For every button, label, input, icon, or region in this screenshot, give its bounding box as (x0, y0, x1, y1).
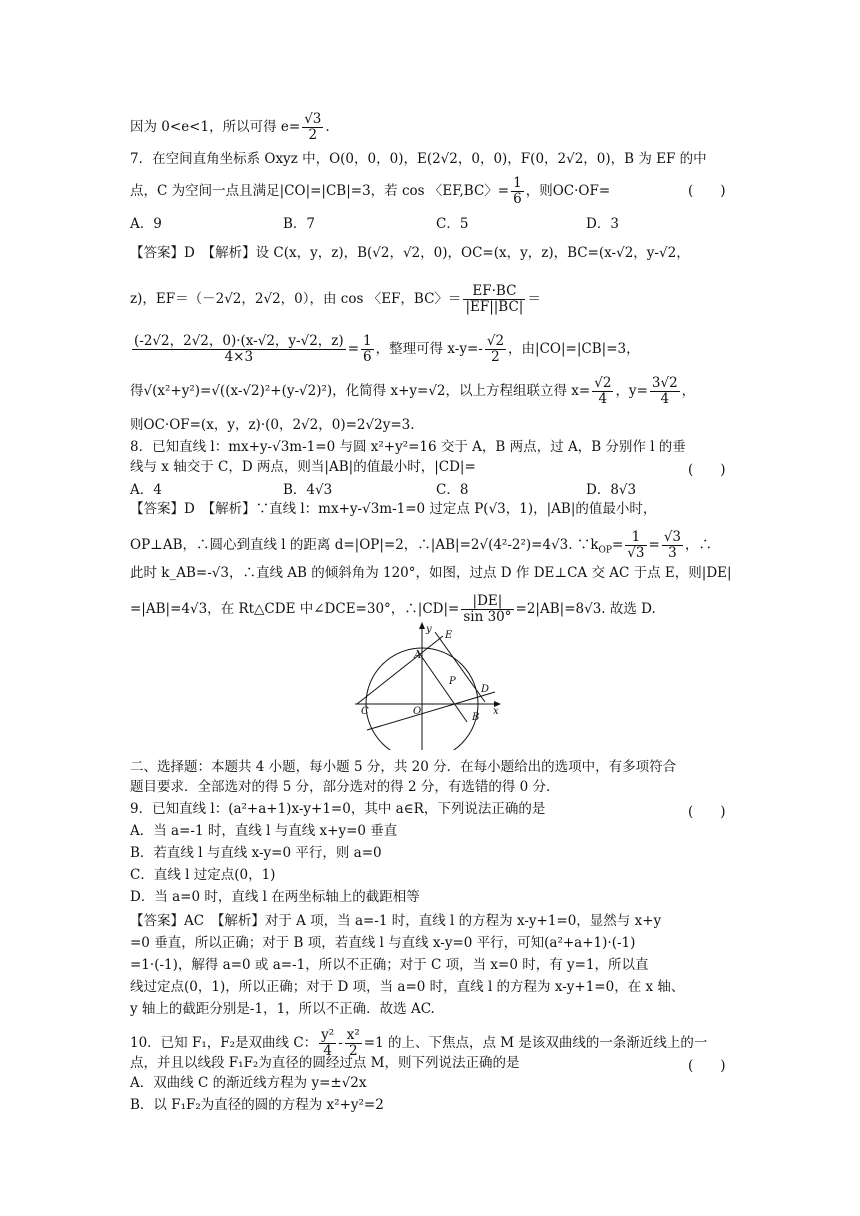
q9-option-c: C．直线 l 过定点(0，1) (130, 867, 276, 883)
q7-answer-line3: $\frac{(-2√2,2√2,0)\cdot(x-√2,y-√2,z)}{4\times 3}$ = $\frac{1}{6}$ ，整理可得 x-y=- $\frac{√2}{2}$ ，由|CO|=|CB|=3， (134, 333, 640, 365)
q10-stem-line1: 10．已知 F₁，F₂是双曲线 C： $\frac{\text{y²}}{4}$ - $\frac{\text{x²}}{2}$ =1 的上、下焦点，点 M 是该双曲线的一条渐近线上的一 (130, 1027, 708, 1059)
figure-line-ab (417, 650, 467, 722)
figure-label: O (413, 706, 422, 717)
q8-answer-line1: 【答案】D 【解析】∵直线 l：mx+y-√3m-1=0 过定点 P(√3，1)，|AB|的值最小时， (130, 501, 657, 517)
q7-answer-line2: z)，EF＝（－2√2，2√2，0），由 cos 〈EF，BC〉＝ $\frac{EF\cdot BC}{|EF||BC|}$ ＝ (130, 283, 541, 315)
q7-answer-line1: 【答案】D 【解析】设 C(x，y，z)，B(√2，√2，0)，OC=(x，y，z)，BC=(x-√2，y-√2， (130, 245, 690, 261)
q7-answer-paren: ( ) (688, 183, 726, 199)
q10-stem-line2: 点，并且以线段 F₁F₂为直径的圆经过点 M，则下列说法正确的是 (130, 1055, 520, 1071)
figure-label: A (414, 650, 422, 661)
figure-label: x (493, 706, 499, 717)
q8-option-c: C．8 (436, 482, 469, 498)
q8-option-b: B．4√3 (283, 482, 333, 498)
q7-option-d: D．3 (586, 216, 619, 232)
q9-answer-paren: ( ) (688, 804, 726, 820)
fraction: $\frac{1}{6}$ (513, 175, 522, 207)
circle-figure (355, 622, 505, 750)
q8-stem-line1: 8．已知直线 l：mx+y-√3m-1=0 与圆 x²+y²=16 交于 A，B 两点，过 A，B 分别作 l 的垂 (130, 439, 686, 455)
q10-option-a: A．双曲线 C 的渐近线方程为 y=±√2x (130, 1075, 367, 1091)
q9-answer-line4: 线过定点(0，1)，所以正确；对于 D 项，当 a=0 时，直线 l 的方程为 x-y+1=0，在 x 轴、 (130, 979, 685, 995)
fraction: $\frac{1}{6}$ (363, 333, 372, 365)
fraction: $\frac{EF\cdot BC}{|EF||BC|}$ (465, 283, 524, 315)
fraction: $\frac{√2}{2}$ (486, 333, 505, 365)
figure-y-arrow (419, 622, 425, 629)
q7-stem-line1: 7．在空间直角坐标系 Oxyz 中，O(0，0，0)，E(2√2，0，0)，F(0，2√2，0)，B 为 EF 的中 (130, 151, 707, 167)
q7-stem-line2: 点，C 为空间一点且满足|CO|=|CB|=3，若 cos 〈EF,BC〉= $\frac{1}{6}$ ，则OC·OF= (130, 175, 611, 207)
figure-label: y (426, 624, 432, 635)
fraction: $\frac{|DE|}{\sin 30^\circ}$ (463, 593, 512, 625)
figure-label: D (481, 684, 490, 695)
intro-line: 因为 0<e<1，所以可得 e= $\frac{√3}{2}$ . (130, 111, 330, 143)
q8-option-a: A．4 (130, 482, 162, 498)
q9-option-b: B．若直线 l 与直线 x-y=0 平行，则 a=0 (130, 845, 382, 861)
figure-line-ca (357, 636, 443, 704)
q8-answer-paren: ( ) (688, 462, 726, 478)
figure-label: C (361, 706, 369, 717)
figure-label: P (449, 676, 456, 687)
fraction: $\frac{3√2}{4}$ (651, 375, 678, 407)
figure-line-ed (435, 632, 485, 702)
q9-answer-line1: 【答案】AC 【解析】对于 A 项，当 a=-1 时，直线 l 的方程为 x-y+1=0，显然与 x+y (130, 913, 662, 929)
q9-option-d: D．当 a=0 时，直线 l 在两坐标轴上的截距相等 (130, 889, 420, 905)
q7-option-c: C．5 (436, 216, 469, 232)
figure-line-cd (367, 692, 495, 730)
fraction: $\frac{√3}{2}$ (304, 111, 322, 143)
q8-option-d: D．8√3 (586, 482, 637, 498)
q7-option-a: A．9 (130, 216, 162, 232)
q9-answer-line2: =0 垂直，所以正确；对于 B 项，若直线 l 与直线 x-y=0 平行，可知(a²+a+1)·(-1) (130, 935, 636, 951)
fraction: $\frac{1}{√3}$ (627, 529, 645, 561)
q8-stem-line2: 线与 x 轴交于 C，D 两点，则当|AB|的值最小时，|CD|= (130, 459, 476, 475)
q7-answer-line4: 得√(x²+y²)=√((x-√2)²+(y-√2)²)，化简得 x+y=√2，以上方程组联立得 x= $\frac{√2}{4}$ ，y= $\frac{3√2}{4}$ ， (130, 375, 696, 407)
q7-option-b: B．7 (283, 216, 316, 232)
figure-label: B (472, 712, 480, 723)
q8-answer-line2: OP⊥AB，∴圆心到直线 l 的距离 d=|OP|=2，∴|AB|=2√(4²-2²)=4√3. $\because k_{OP}=$ $\frac{1}{√3}$ = $\frac{√3}{3}$ ，∴ (130, 529, 713, 561)
fraction: $\frac{\text{y²}}{4}$ (321, 1027, 335, 1059)
q7-answer-line5: 则OC·OF=(x，y，z)·(0，2√2，0)=2√2y=3. (130, 417, 415, 433)
section2-heading-line2: 题目要求．全部选对的得 5 分，部分选对的得 2 分，有选错的得 0 分． (130, 779, 560, 795)
fraction: $\frac{(-2√2,2√2,0)\cdot(x-√2,y-√2,z)}{4\times 3}$ (134, 333, 344, 365)
q9-option-a: A．当 a=-1 时，直线 l 与直线 x+y=0 垂直 (130, 823, 398, 839)
section2-heading-line1: 二、选择题：本题共 4 小题，每小题 5 分，共 20 分．在每小题给出的选项中，有多项符合 (130, 759, 677, 775)
q10-answer-paren: ( ) (688, 1058, 726, 1074)
fraction: $\frac{√2}{4}$ (594, 375, 612, 407)
q9-stem: 9．已知直线 l：(a²+a+1)x-y+1=0，其中 a∈R，下列说法正确的是 (130, 801, 546, 817)
figure-label: E (445, 630, 453, 641)
q8-answer-line3: 此时 k_AB=-√3，∴直线 AB 的倾斜角为 120°，如图，过点 D 作 DE⊥CA 交 AC 于点 E，则|DE| (130, 565, 732, 581)
q8-answer-line4: =|AB|=4√3，在 Rt△CDE 中∠DCE=30°，∴|CD|= $\frac{|DE|}{\sin 30^\circ}$ =2|AB|=8√3. 故选 D. (130, 593, 656, 625)
fraction: $\frac{√3}{3}$ (663, 529, 682, 561)
q9-answer-line5: y 轴上的截距分别是-1，1，所以不正确．故选 AC. (130, 1001, 435, 1017)
fraction: $\frac{\text{x²}}{2}$ (346, 1027, 360, 1059)
q10-option-b: B．以 F₁F₂为直径的圆的方程为 x²+y²=2 (130, 1097, 384, 1113)
q9-answer-line3: =1·(-1)，解得 a=0 或 a=-1，所以不正确；对于 C 项，当 x=0 时，有 y=1，所以直 (130, 957, 649, 973)
